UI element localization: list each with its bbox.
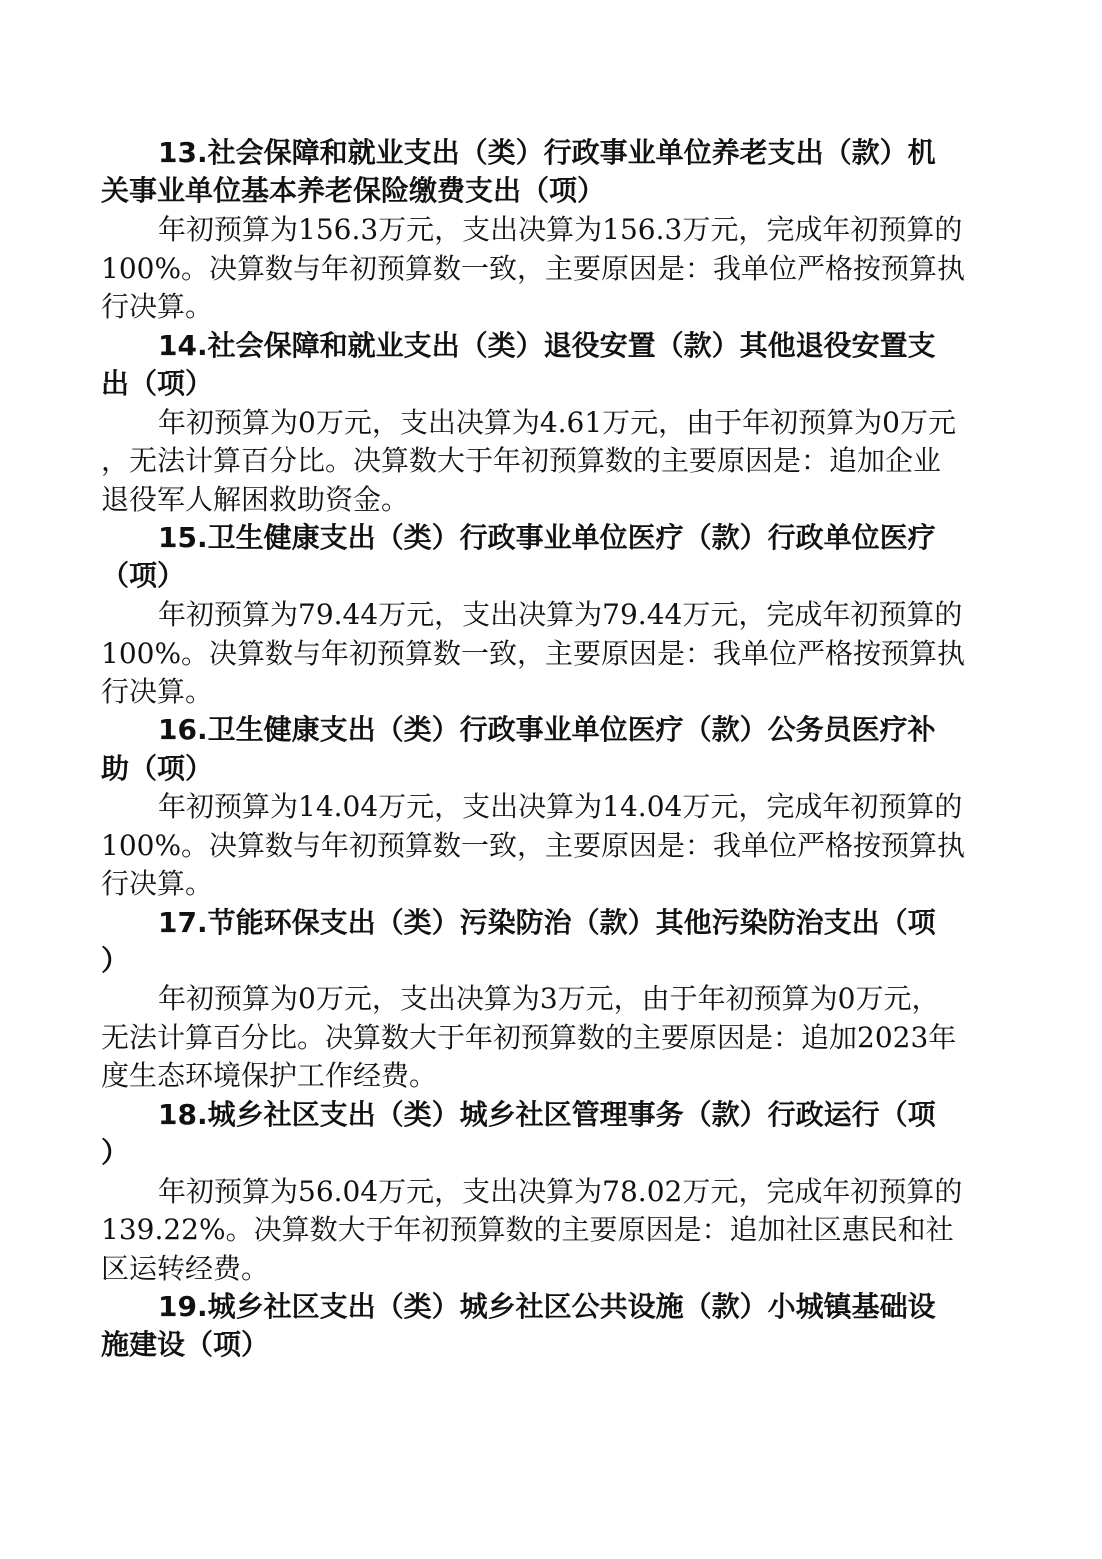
body-text-line: 区运转经费。 <box>101 1252 270 1285</box>
body-text-line: 无法计算百分比。决算数大于年初预算数的主要原因是：追加2023年 <box>101 1021 957 1054</box>
body-text-line: 100%。决算数与年初预算数一致，主要原因是：我单位严格按预算执 <box>101 252 966 285</box>
body-text-line: 行决算。 <box>101 867 214 900</box>
section-heading-line: 出（项） <box>101 367 214 400</box>
body-text-line: 年初预算为79.44万元，支出决算为79.44万元，完成年初预算的 <box>158 598 963 631</box>
body-text-line: 行决算。 <box>101 290 214 323</box>
body-text-line: ，无法计算百分比。决算数大于年初预算数的主要原因是：追加企业 <box>101 444 942 477</box>
section-heading-line: 19.城乡社区支出（类）城乡社区公共设施（款）小城镇基础设 <box>158 1290 936 1323</box>
section-heading-line: 施建设（项） <box>101 1328 270 1361</box>
body-text-line: 年初预算为0万元，支出决算为3万元，由于年初预算为0万元， <box>158 982 940 1015</box>
section-heading-line: 15.卫生健康支出（类）行政事业单位医疗（款）行政单位医疗 <box>158 521 936 554</box>
body-text-line: 100%。决算数与年初预算数一致，主要原因是：我单位严格按预算执 <box>101 637 966 670</box>
section-heading-line: ） <box>101 944 130 977</box>
section-heading-line: 助（项） <box>101 752 214 785</box>
body-text-line: 退役军人解困救助资金。 <box>101 483 410 516</box>
body-text-line: 139.22%。决算数大于年初预算数的主要原因是：追加社区惠民和社 <box>101 1213 954 1246</box>
section-heading-line: （项） <box>101 559 186 592</box>
section-heading-line: 17.节能环保支出（类）污染防治（款）其他污染防治支出（项 <box>158 906 936 939</box>
section-heading-line: ） <box>101 1136 130 1169</box>
body-text-line: 年初预算为56.04万元，支出决算为78.02万元，完成年初预算的 <box>158 1175 963 1208</box>
section-heading-line: 关事业单位基本养老保险缴费支出（项） <box>101 174 606 207</box>
section-heading-line: 13.社会保障和就业支出（类）行政事业单位养老支出（款）机 <box>158 136 936 169</box>
body-text-line: 度生态环境保护工作经费。 <box>101 1059 438 1092</box>
section-heading-line: 18.城乡社区支出（类）城乡社区管理事务（款）行政运行（项 <box>158 1098 936 1131</box>
body-text-line: 年初预算为156.3万元，支出决算为156.3万元，完成年初预算的 <box>158 213 963 246</box>
section-heading-line: 14.社会保障和就业支出（类）退役安置（款）其他退役安置支 <box>158 329 936 362</box>
body-text-line: 年初预算为0万元，支出决算为4.61万元，由于年初预算为0万元 <box>158 406 956 439</box>
section-heading-line: 16.卫生健康支出（类）行政事业单位医疗（款）公务员医疗补 <box>158 713 936 746</box>
body-text-line: 年初预算为14.04万元，支出决算为14.04万元，完成年初预算的 <box>158 790 963 823</box>
body-text-line: 100%。决算数与年初预算数一致，主要原因是：我单位严格按预算执 <box>101 829 966 862</box>
body-text-line: 行决算。 <box>101 675 214 708</box>
